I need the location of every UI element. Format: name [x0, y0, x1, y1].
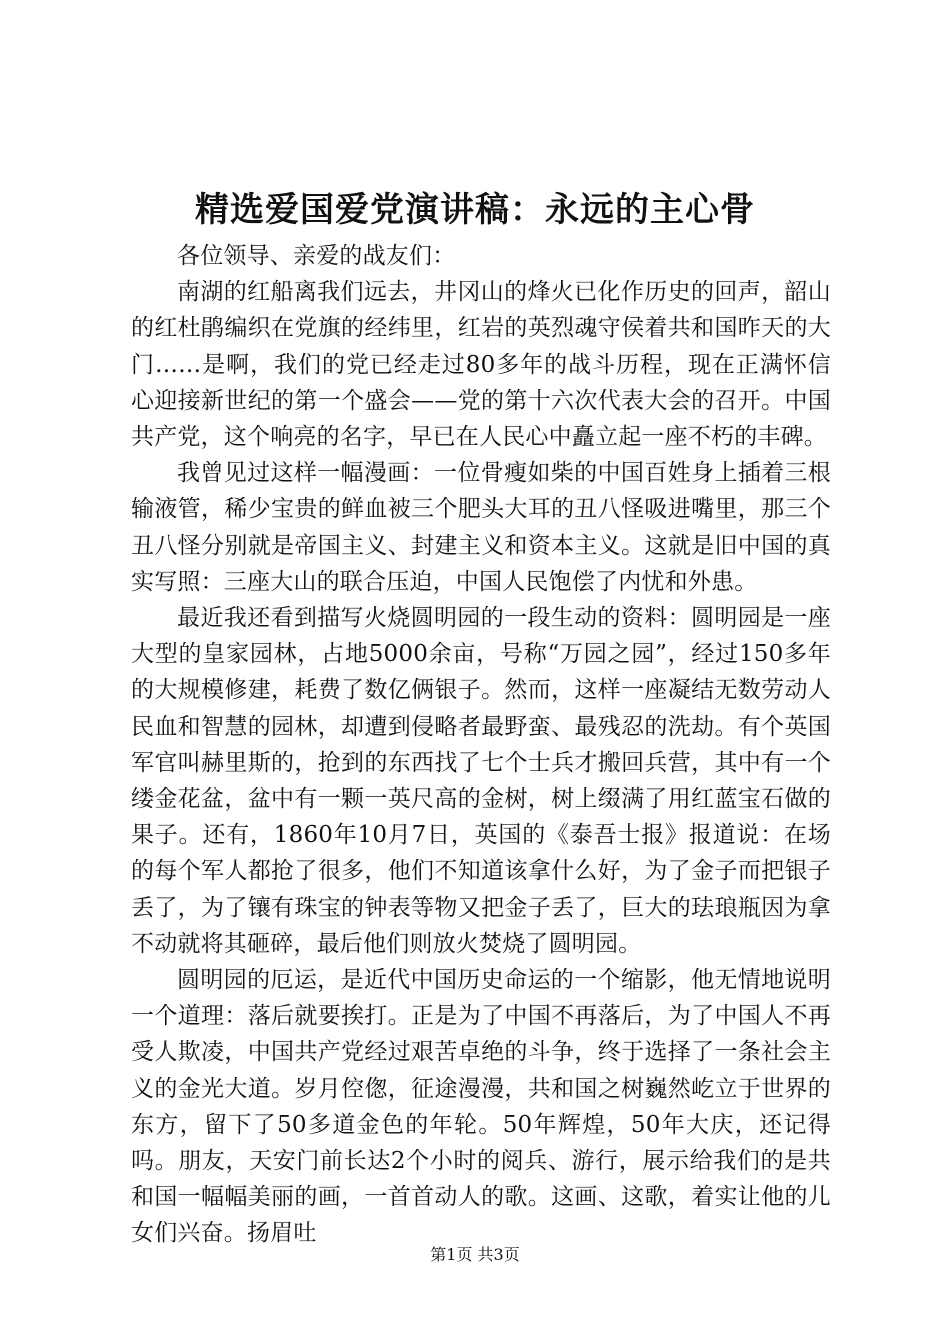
- body-paragraph: 我曾见过这样一幅漫画：一位骨瘦如柴的中国百姓身上插着三根输液管，稀少宝贵的鲜血被三个肥头大耳的丑八怪吸进嘴里，那三个丑八怪分别就是帝国主义、封建主义和资本主义。这就是旧中国的真实写照：三座大山的联合压迫，中国人民饱偿了内忧和外患。: [131, 460, 831, 595]
- body-paragraph: 圆明园的厄运，是近代中国历史命运的一个缩影，他无情地说明一个道理：落后就要挨打。正是为了中国不再落后，为了中国人不再受人欺凌，中国共产党经过艰苦卓绝的斗争，终于选择了一条社会主义的金光大道。岁月倥偬，征途漫漫，共和国之树巍然屹立于世界的东方，留下了50多道金色的年轮。50年辉煌，50年大庆，还记得吗。朋友，天安门前长达2个小时的阅兵、游行，展示给我们的是共和国一幅幅美丽的画，一首首动人的歌。这画、这歌，着实让他的儿女们兴奋。扬眉吐: [131, 967, 831, 1247]
- body-paragraph: 南湖的红船离我们远去，井冈山的烽火已化作历史的回声，韶山的红杜鹃编织在党旗的经纬里，红岩的英烈魂守侯着共和国昨天的大门……是啊，我们的党已经走过80多年的战斗历程，现在正满怀信心迎接新世纪的第一个盛会——党的第十六次代表大会的召开。中国共产党，这个响亮的名字，早已在人民心中矗立起一座不朽的丰碑。: [131, 279, 831, 451]
- page-number: 第1页 共3页: [430, 1245, 520, 1264]
- body-paragraph: 最近我还看到描写火烧圆明园的一段生动的资料：圆明园是一座大型的皇家园林，占地5000余亩，号称“万园之园”，经过150多年的大规模修建，耗费了数亿俩银子。然而，这样一座凝结无数劳动人民血和智慧的园林，却遭到侵略者最野蛮、最残忍的洗劫。有个英国军官叫赫里斯的，抢到的东西找了七个士兵才搬回兵营，其中有一个缕金花盆，盆中有一颗一英尺高的金树，树上缀满了用红蓝宝石做的果子。还有，1860年10月7日，英国的《泰吾士报》报道说：在场的每个军人都抢了很多，他们不知道该拿什么好，为了金子而把银子丢了，为了镶有珠宝的钟表等物又把金子丢了，巨大的珐琅瓶因为拿不动就将其砸碎，最后他们则放火焚烧了圆明园。: [131, 605, 831, 957]
- greeting-paragraph: 各位领导、亲爱的战友们：: [177, 243, 456, 269]
- document-body: [131, 238, 831, 1252]
- document-title: 精选爱国爱党演讲稿：永远的主心骨: [195, 190, 755, 230]
